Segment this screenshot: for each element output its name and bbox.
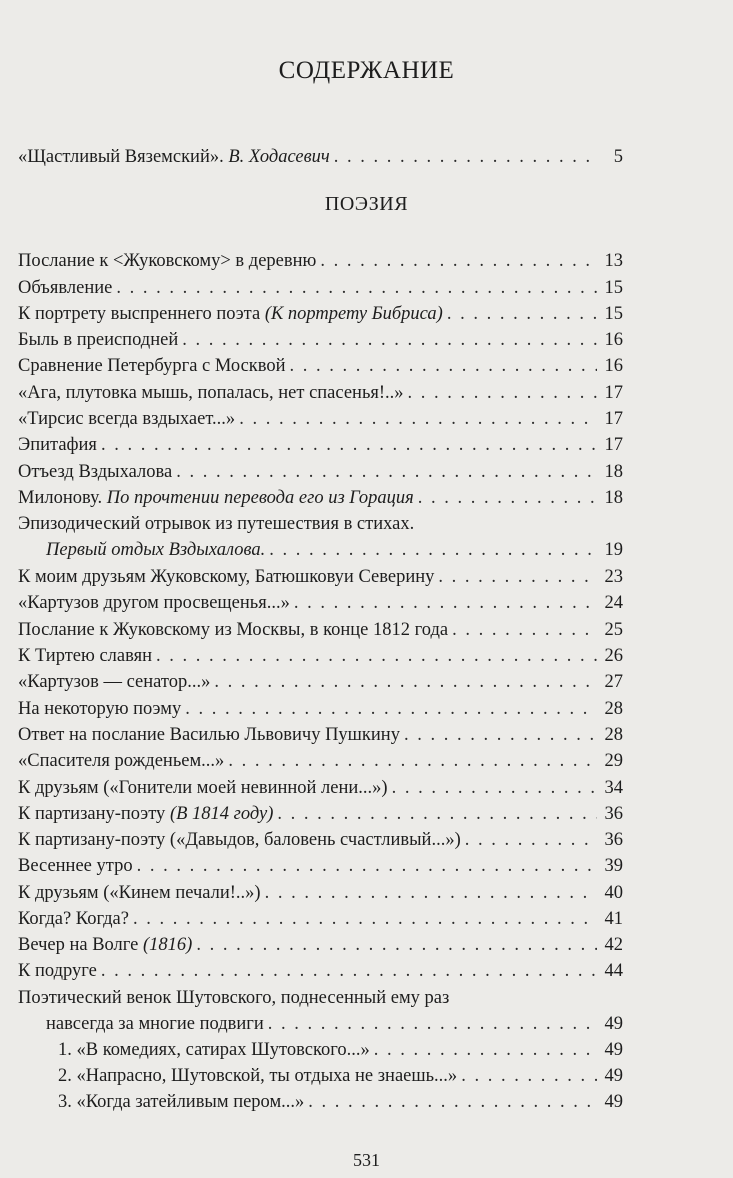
- toc-entry-text: Послание к <Жуковскому> в деревню: [18, 251, 317, 271]
- toc-entry-title: [18, 933, 192, 957]
- dot-leader: [290, 354, 597, 378]
- toc-entry-italic: (1816): [142, 935, 193, 955]
- toc-entry-text: 1. «В комедиях, сатирах Шутовского...»: [58, 1040, 370, 1060]
- toc-entry-page: 40: [604, 883, 623, 903]
- dot-leader: [438, 565, 597, 589]
- dot-leader: [461, 1064, 597, 1088]
- toc-entry-text: Отъезд Вздыхалова: [18, 462, 173, 482]
- toc-entry-title: [18, 145, 330, 169]
- toc-entry-text: Сравнение Петербурга с Москвой: [18, 356, 286, 376]
- toc-entry-text: навсегда за многие подвиги: [46, 1014, 264, 1034]
- toc-entry-page: 28: [604, 699, 623, 719]
- toc-entry: [18, 828, 623, 852]
- toc-entry-title: [18, 723, 400, 747]
- toc-entry: [18, 618, 623, 642]
- dot-leader: [137, 854, 597, 878]
- toc-entry-italic: Первый отдых Вздыхалова.: [46, 540, 266, 560]
- dot-leader: [277, 802, 597, 826]
- toc-entry-page: 41: [604, 909, 623, 929]
- toc-entry-title: [18, 828, 461, 852]
- toc-entry-title: [18, 354, 286, 378]
- toc-entry-page: 49: [604, 1014, 623, 1034]
- toc-entry-title: [18, 407, 235, 431]
- toc-entry-title: [18, 749, 224, 773]
- toc-entry-title: [58, 1038, 370, 1062]
- toc-entry: [58, 1090, 623, 1114]
- toc-entry: [18, 328, 623, 352]
- toc-entry-title: [18, 328, 178, 352]
- toc-entry-title: [18, 565, 434, 589]
- dot-leader: [214, 670, 597, 694]
- toc-entry: [18, 854, 623, 878]
- toc-entry-text: Поэтический венок Шутовского, поднесенный ему раз: [18, 988, 450, 1008]
- toc-entry: [18, 670, 623, 694]
- dot-leader: [447, 302, 597, 326]
- toc-entry-text: Весеннее утро: [18, 856, 133, 876]
- toc-entry-page: 15: [604, 304, 623, 324]
- toc-entry: [18, 354, 623, 378]
- toc-entry: [18, 249, 623, 273]
- toc-entry: [18, 776, 623, 800]
- toc-entry-title: [18, 249, 316, 273]
- toc-entry-text: Послание к Жуковскому из Москвы, в конце 1812 года: [18, 620, 449, 640]
- toc-entry: [18, 749, 623, 773]
- toc-entry-page: 25: [604, 620, 623, 640]
- toc-entry-title: [18, 276, 112, 300]
- toc-entry-page: 17: [604, 409, 623, 429]
- toc-entry-page: 16: [604, 356, 623, 376]
- toc-entry-text: Эпитафия: [18, 435, 97, 455]
- toc-entry-title: [46, 538, 265, 562]
- toc-entry-title: [18, 959, 97, 983]
- toc-entry-title: [18, 776, 388, 800]
- toc-entry-text: Милонову.: [18, 488, 107, 508]
- dot-leader: [320, 249, 597, 273]
- toc-entry-title: [18, 460, 172, 484]
- toc-entry-text: «Ага, плутовка мышь, попалась, нет спасенья!..»: [18, 383, 404, 403]
- toc-entry: [18, 381, 623, 405]
- dot-leader: [404, 723, 597, 747]
- toc-entry-title: [18, 907, 129, 931]
- toc-entry-title: [18, 591, 290, 615]
- dot-leader: [196, 933, 597, 957]
- toc-entry-title: [18, 618, 448, 642]
- toc-entry-text: «Картузов другом просвещенья...»: [18, 593, 290, 613]
- toc-entry-title: [18, 512, 414, 536]
- toc-entry-page: 17: [604, 435, 623, 455]
- dot-leader: [101, 959, 597, 983]
- toc-entry-text: К друзьям («Гонители моей невинной лени...»): [18, 778, 388, 798]
- section-title: ПОЭЗИЯ: [324, 193, 409, 215]
- toc-entry-page: 39: [604, 856, 623, 876]
- toc-entry-page: 19: [604, 540, 623, 560]
- dot-leader: [239, 407, 597, 431]
- toc-entry: [18, 697, 623, 721]
- toc-entry-page: 13: [604, 251, 623, 271]
- toc-entry-text: К подруге: [18, 961, 97, 981]
- toc-entry-text: К портрету выспреннего поэта: [18, 304, 265, 324]
- toc-entry-title: [18, 697, 181, 721]
- toc-entry-page: 5: [613, 147, 623, 167]
- toc-entry: [18, 486, 623, 510]
- toc-entry-page: 49: [604, 1040, 623, 1060]
- toc-entry-text: Объявление: [18, 278, 113, 298]
- toc-entry-title: [18, 486, 414, 510]
- dot-leader: [228, 749, 597, 773]
- dot-leader: [116, 276, 597, 300]
- toc-entry-page: 49: [604, 1092, 623, 1112]
- toc-entry-page: 15: [604, 278, 623, 298]
- toc-entry: [18, 565, 623, 589]
- dot-leader: [392, 776, 597, 800]
- dot-leader: [408, 381, 597, 405]
- toc-entry-text: Эпизодический отрывок из путешествия в стихах.: [18, 514, 415, 534]
- toc-entry-text: К Тиртею славян: [18, 646, 153, 666]
- dot-leader: [156, 644, 597, 668]
- toc-entry-text: 2. «Напрасно, Шутовской, ты отдыха не знаешь...»: [58, 1066, 458, 1086]
- toc-entry: [18, 933, 623, 957]
- dot-leader: [265, 881, 597, 905]
- toc-entry-page: 36: [604, 804, 623, 824]
- toc-entry-italic: (В 1814 году): [169, 804, 274, 824]
- toc-entry-text: «Картузов — сенатор...»: [18, 672, 211, 692]
- toc-entry-title: [18, 670, 210, 694]
- toc-entry: [18, 145, 623, 169]
- toc-entry-page: 18: [604, 488, 623, 508]
- toc-entry: [58, 1038, 623, 1062]
- toc-entry-title: [18, 433, 97, 457]
- toc-entry-title: [18, 802, 273, 826]
- toc-entry-page: 42: [604, 935, 623, 955]
- toc-entry-page: 27: [604, 672, 623, 692]
- toc-entry-text: «Тирсис всегда вздыхает...»: [18, 409, 236, 429]
- dot-leader: [418, 486, 597, 510]
- toc-entry: [18, 802, 623, 826]
- toc-entry-text: «Спасителя рожденьем...»: [18, 751, 225, 771]
- toc-entry-title: [18, 881, 261, 905]
- toc-entry-page: 17: [604, 383, 623, 403]
- toc-entry: [18, 907, 623, 931]
- toc-entry-title: [58, 1064, 457, 1088]
- toc-entry: [18, 959, 623, 983]
- toc-entry-page: 23: [604, 567, 623, 587]
- toc-entry-title: [58, 1090, 304, 1114]
- dot-leader: [101, 433, 597, 457]
- toc-entry-page: 18: [604, 462, 623, 482]
- toc-entry-text: К партизану-поэту («Давыдов, баловень счастливый...»): [18, 830, 461, 850]
- toc-entry: [18, 986, 623, 1010]
- toc-entry-text: Когда? Когда?: [18, 909, 129, 929]
- dot-leader: [185, 697, 597, 721]
- dot-leader: [269, 538, 597, 562]
- toc-entry: [18, 644, 623, 668]
- toc-entry-text: К партизану-поэту: [18, 804, 170, 824]
- toc-entry-title: [46, 1012, 264, 1036]
- toc-entry-page: 44: [604, 961, 623, 981]
- toc-entry-title: [18, 854, 133, 878]
- toc-entry-text: На некоторую поэму: [18, 699, 182, 719]
- toc-entry-italic: По прочтении перевода его из Горация: [106, 488, 414, 508]
- dot-leader: [452, 618, 597, 642]
- dot-leader: [294, 591, 597, 615]
- toc-entry: [18, 302, 623, 326]
- toc-entry-title: [18, 644, 152, 668]
- toc-entry: [18, 881, 623, 905]
- toc-entry-title: [18, 302, 443, 326]
- toc-entry: [46, 1012, 623, 1036]
- dot-leader: [268, 1012, 597, 1036]
- toc-entry-italic: В. Ходасевич: [228, 147, 330, 167]
- toc-entry: [18, 591, 623, 615]
- dot-leader: [465, 828, 597, 852]
- toc-entry: [18, 407, 623, 431]
- toc-entry-page: 34: [604, 778, 623, 798]
- toc-entry-title: [18, 986, 449, 1010]
- toc-entry-page: 49: [604, 1066, 623, 1086]
- toc-entry: [18, 460, 623, 484]
- toc-entry-text: К моим друзьям Жуковскому, Батюшковуи Северину: [18, 567, 435, 587]
- toc-entry-page: 24: [604, 593, 623, 613]
- toc-entry-page: 29: [604, 751, 623, 771]
- dot-leader: [176, 460, 597, 484]
- toc-entry-page: 36: [604, 830, 623, 850]
- toc-entry-page: 26: [604, 646, 623, 666]
- toc-entry-text: «Щастливый Вяземский».: [18, 147, 229, 167]
- dot-leader: [133, 907, 597, 931]
- toc-entry: [18, 512, 623, 536]
- toc-entry-text: Вечер на Волге: [18, 935, 143, 955]
- toc-entry: [58, 1064, 623, 1088]
- toc-entry-page: 28: [604, 725, 623, 745]
- toc-entry-text: 3. «Когда затейливым пером...»: [58, 1092, 305, 1112]
- toc-entry: [18, 723, 623, 747]
- dot-leader: [334, 145, 597, 169]
- toc-entry-italic: (К портрету Бибриса): [264, 304, 443, 324]
- toc-entry-title: [18, 381, 404, 405]
- page-number: 531: [353, 1150, 380, 1170]
- toc-entry-text: К друзьям («Кинем печали!..»): [18, 883, 261, 903]
- dot-leader: [308, 1090, 597, 1114]
- toc-entry: [46, 538, 623, 562]
- page-heading: СОДЕРЖАНИЕ: [278, 57, 455, 84]
- toc-entry-page: 16: [604, 330, 623, 350]
- dot-leader: [182, 328, 597, 352]
- toc-entry-text: Ответ на послание Василью Львовичу Пушкину: [18, 725, 400, 745]
- toc-entry: [18, 276, 623, 300]
- toc-entry-text: Быль в преисподней: [18, 330, 179, 350]
- toc-entry: [18, 433, 623, 457]
- dot-leader: [374, 1038, 597, 1062]
